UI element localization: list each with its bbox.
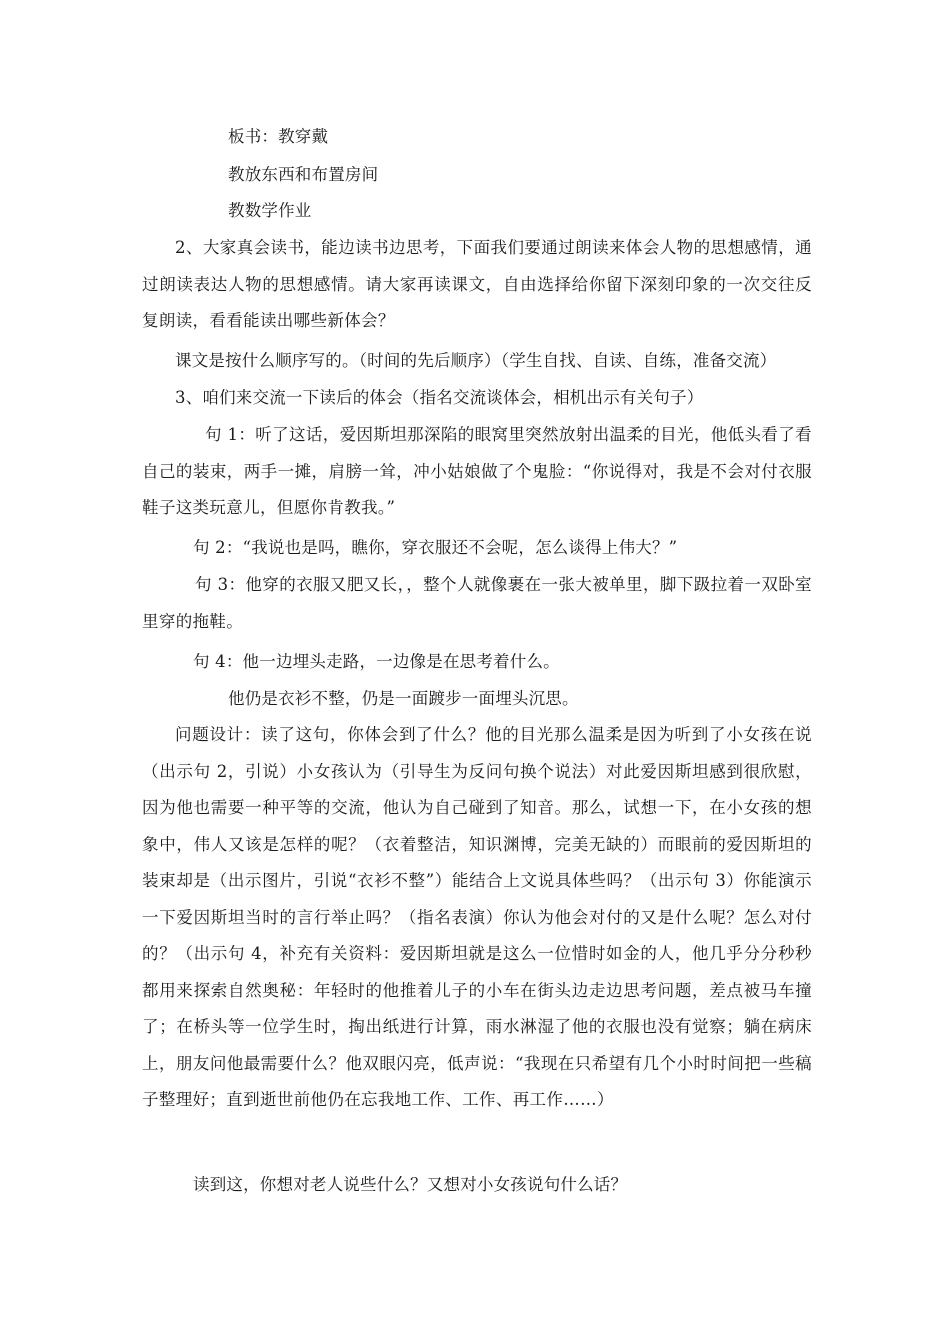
sentence-4b: 他仍是衣衫不整，仍是一面踱步一面埋头沉思。 <box>228 689 579 708</box>
board-line-1: 板书：教穿戴 <box>228 127 329 146</box>
sentence-1: 句 1：听了这话，爱因斯坦那深陷的眼窝里突然放射出温柔的目光，他低头看了看自己的装束，两手一摊，肩膀一耸，冲小姑娘做了个鬼脸：“你说得对，我是不会对付衣服鞋子这类玩意儿，但愿你肯教我。” <box>142 425 812 517</box>
board-line-2: 教放东西和布置房间 <box>228 165 379 184</box>
paragraph-order: 课文是按什么顺序写的。（时间的先后顺序）（学生自找、自读、自练，准备交流） <box>175 351 777 370</box>
paragraph-read-aloud: 2、大家真会读书，能边读书边思考，下面我们要通过朗读来体会人物的思想感情，通过朗读表达人物的思想感情。请大家再读课文，自由选择给你留下深刻印象的一次交往反复朗读，看看能读出哪些新体会？ <box>142 238 812 330</box>
board-line-3: 教数学作业 <box>228 201 312 220</box>
sentence-4: 句 4：他一边埋头走路，一边像是在思考着什么。 <box>193 652 560 671</box>
sentence-2: 句 2：“我说也是吗，瞧你，穿衣服还不会呢，怎么谈得上伟大？” <box>193 538 678 557</box>
sentence-3: 句 3：他穿的衣服又肥又长，，整个人就像裹在一张大被单里，脚下趿拉着一双卧室里穿的拖鞋。 <box>142 575 812 631</box>
closing-question: 读到这，你想对老人说些什么？又想对小女孩说句什么话？ <box>193 1175 628 1194</box>
question-design: 问题设计：读了这句，你体会到了什么？他的目光那么温柔是因为听到了小女孩在说（出示句 2，引说）小女孩认为（引导生为反问句换个说法）对此爱因斯坦感到很欣慰，因为他也需要一种平等的交流，他认为自己碰到了知音。那么，试想一下，在小女孩的想象中，伟人又该是怎样的呢？（衣着整洁，知识渊博，完美无缺的）而眼前的爱因斯坦的装束却是（出示图片，引说“衣衫不整”）能结合上文说具体些吗？（出示句 3）你能演示一下爱因斯坦当时的言行举止吗？（指名表演）你认为他会对付的又是什么呢？怎么对付的？（出示句 4，补充有关资料：爱因斯坦就是这么一位惜时如金的人，他几乎分分秒秒都用来探索自然奥秘：年轻时的他推着儿子的小车在街头边走边思考问题，差点被马车撞了；在桥头等一位学生时，掏出纸进行计算，雨水淋湿了他的衣服也没有觉察；躺在病床上，朋友问他最需要什么？他双眼闪亮，低声说：“我现在只希望有几个小时时间把一些稿子整理好；直到逝世前他仍在忘我地工作、工作、再工作……） <box>142 725 812 1109</box>
paragraph-exchange: 3、咱们来交流一下读后的体会（指名交流谈体会，相机出示有关句子） <box>175 388 704 407</box>
